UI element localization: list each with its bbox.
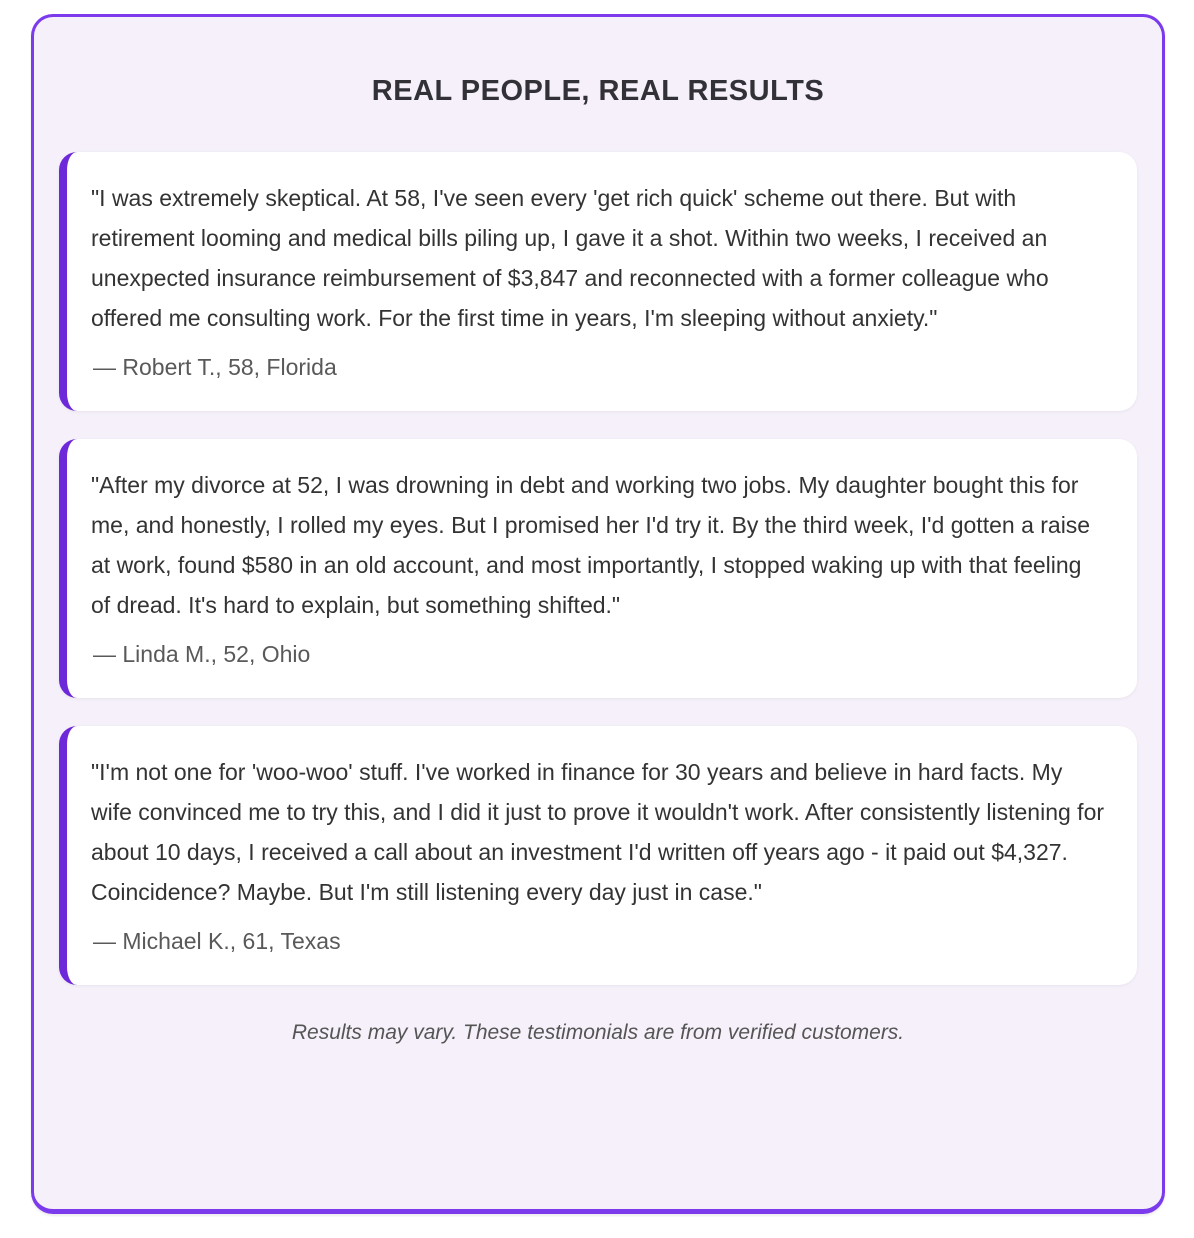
testimonial-card	[59, 152, 1137, 411]
testimonial-quote: "I was extremely skeptical. At 58, I've seen every 'get rich quick' scheme out there. But with retirement looming and medical bills piling up, I gave it a shot. Within two weeks, I received an unexpected insurance reimbursement of $3,847 and reconnected with a former colleague who offered me consulting work. For the first time in years, I'm sleeping without anxiety."	[91, 185, 1049, 331]
page-title: REAL PEOPLE, REAL RESULTS	[371, 75, 825, 107]
testimonial-card	[59, 726, 1137, 985]
testimonial-attribution: — Michael K., 61, Texas	[93, 928, 341, 954]
testimonial-quote: "I'm not one for 'woo-woo' stuff. I've worked in finance for 30 years and believe in hard facts. My wife convinced me to try this, and I did it just to prove it wouldn't work. After consistently listening for about 10 days, I received a call about an investment I'd written off years ago - it paid out $4,327. Coincidence? Maybe. But I'm still listening every day just in case."	[91, 759, 1105, 905]
testimonial-attribution: — Robert T., 58, Florida	[93, 354, 337, 380]
disclaimer-text: Results may vary. These testimonials are from verified customers.	[291, 1021, 905, 1044]
testimonials-panel	[31, 14, 1165, 1214]
testimonial-attribution: — Linda M., 52, Ohio	[93, 641, 311, 667]
testimonial-quote: "After my divorce at 52, I was drowning in debt and working two jobs. My daughter bought this for me, and honestly, I rolled my eyes. But I promised her I'd try it. By the third week, I'd gotten a raise at work, found $580 in an old account, and most importantly, I stopped waking up with that feeling of dread. It's hard to explain, but something shifted."	[91, 472, 1091, 618]
testimonial-card	[59, 439, 1137, 698]
